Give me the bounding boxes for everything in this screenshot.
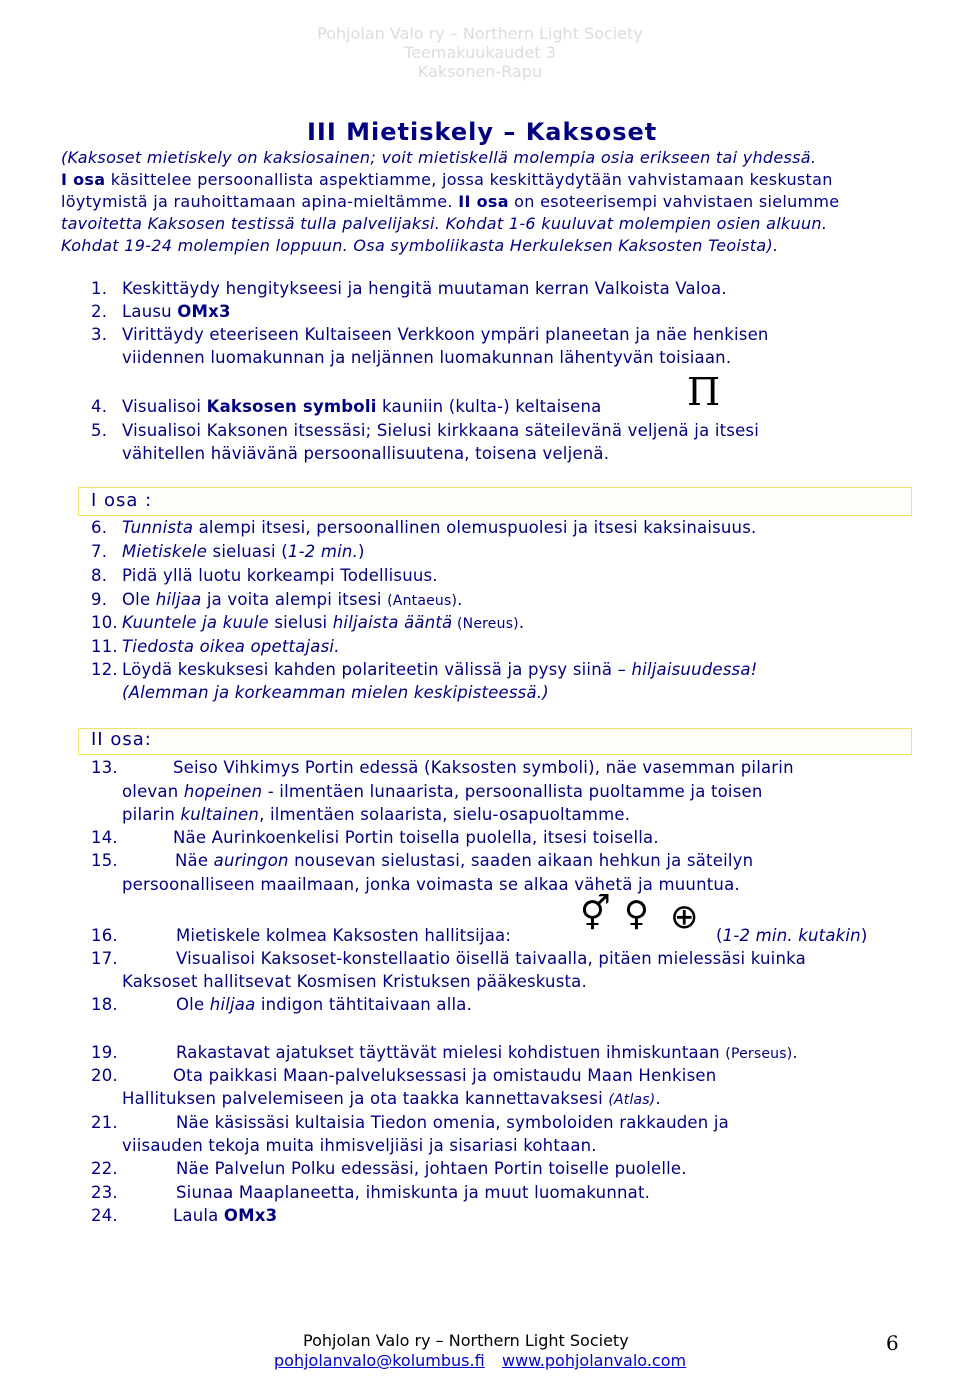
item-text: alempi itsesi, persoonallinen olemuspuolesi ja itsesi kaksinaisuus. — [193, 518, 757, 537]
item-text: Laula — [173, 1206, 224, 1225]
item-number: 9. — [91, 590, 108, 609]
list-item — [91, 948, 806, 970]
item-number: 13. — [91, 758, 118, 777]
item-number: 10. — [91, 613, 118, 632]
item-italic: Tunnista — [122, 518, 194, 537]
list-item — [91, 565, 438, 587]
item-number: 11. — [91, 637, 118, 656]
item-text-cont — [122, 804, 630, 826]
venus-icon: ♀ — [624, 894, 649, 934]
list-item — [91, 278, 727, 300]
item-italic: kultainen — [180, 805, 260, 824]
item-text: Visualisoi Kaksoset-konstellaatio öisellä taivaalla, pitäen mielessäsi kuinka — [176, 949, 806, 968]
list-item — [91, 1182, 650, 1204]
item-text-cont — [122, 1088, 661, 1111]
list-item — [91, 757, 794, 779]
item-text: - ilmentäen lunaarista, persoonallista puoltamme ja toisen — [262, 782, 763, 801]
footer-web-link[interactable]: www.pohjolanvalo.com — [502, 1351, 687, 1370]
list-item — [91, 1158, 687, 1180]
list-item — [91, 827, 659, 849]
item-bold: OMx3 — [223, 1206, 278, 1225]
item-text: Seiso Vihkimys Portin edessä (Kaksosten symboli), näe vasemman pilarin — [173, 758, 794, 777]
page-number: 6 — [886, 1331, 899, 1355]
item-small: (Nereus) — [452, 616, 519, 632]
list-item — [91, 994, 472, 1016]
list-item — [91, 396, 602, 418]
item-text: , ilmentäen solaarista, sielu-osapuoltamme. — [259, 805, 631, 824]
footer-org: Pohjolan Valo ry – Northern Light Society — [303, 1331, 629, 1350]
item-small: (Atlas) — [608, 1092, 656, 1108]
section-box-part2 — [78, 728, 912, 755]
earth-icon: ⊕ — [670, 897, 699, 937]
item-text: Näe käsissäsi kultaisia Tiedon omenia, symboloiden rakkauden ja — [176, 1113, 729, 1132]
item-text: kauniin (kulta-) keltaisena — [376, 397, 602, 416]
item-italic: hiljaisuudessa! — [631, 660, 758, 679]
item-text-cont: persoonalliseen maailmaan, jonka voimasta se alkaa vähetä ja muuntua. — [122, 875, 740, 894]
list-item — [91, 301, 231, 323]
list-item — [91, 589, 463, 612]
item-text: ) — [358, 542, 365, 561]
item-text: Löydä keskuksesi kahden polariteetin välissä ja pysy siinä – — [122, 660, 632, 679]
item-text: olevan — [122, 782, 184, 801]
item-text: Näe Aurinkoenkelisi Portin toisella puolella, itsesi toisella. — [173, 828, 659, 847]
item-text: ja voita alempi itsesi — [201, 590, 388, 609]
item-text-cont — [122, 682, 549, 704]
item-text: Visualisoi Kaksonen itsessäsi; Sielusi kirkkaana säteilevänä veljenä ja itsesi — [122, 421, 760, 440]
item-italic: hiljaa — [155, 590, 202, 609]
item-text: Hallituksen palvelemiseen ja ota taakka kannettavaksesi — [122, 1089, 609, 1108]
item-text: Visualisoi — [122, 397, 207, 416]
intro-text: on esoteerisempi vahvistaen sielumme — [508, 192, 840, 211]
item-number: 5. — [91, 421, 108, 440]
item-bold: Kaksosen symboli — [206, 397, 377, 416]
item-text: Näe — [175, 851, 214, 870]
list-item — [91, 1065, 716, 1087]
intro-text: käsittelee persoonallista aspektiamme, jossa keskittäydytään vahvistamaan keskustan — [105, 170, 833, 189]
item-text: Ota paikkasi Maan-palveluksessasi ja omistaudu Maan Henkisen — [173, 1066, 717, 1085]
item-italic: Tiedosta oikea opettajasi. — [122, 637, 340, 656]
item-italic: hopeinen — [183, 782, 263, 801]
list-item — [91, 324, 769, 346]
item-bold: OMx3 — [177, 302, 231, 321]
item-text: Siunaa Maaplaneetta, ihmiskunta ja muut luomakunnat. — [176, 1183, 651, 1202]
item-text: Ole — [122, 590, 156, 609]
item-number: 24. — [91, 1206, 118, 1225]
item-number: 15. — [91, 851, 118, 870]
intro-bold: I osa — [61, 170, 106, 189]
item-text: Pidä yllä luotu korkeampi Todellisuus. — [122, 566, 438, 585]
item-text: Näe Palvelun Polku edessäsi, johtaen Portin toiselle puolelle. — [176, 1159, 687, 1178]
list-item — [91, 541, 365, 563]
list-item — [91, 850, 753, 872]
item-number: 1. — [91, 279, 108, 298]
list-item — [91, 1042, 798, 1065]
item-italic: Kuuntele ja kuule — [122, 613, 269, 632]
intro-line — [61, 169, 833, 191]
item-number: 2. — [91, 302, 108, 321]
section-label-part1: I osa : — [91, 490, 153, 511]
item-italic: 1-2 min. — [287, 542, 359, 561]
page-title: III Mietiskely – Kaksoset — [307, 118, 658, 146]
list-item — [91, 612, 524, 635]
intro-line: (Kaksoset mietiskely on kaksiosainen; voit mietiskellä molempia osia erikseen tai yhdessä. — [61, 148, 817, 167]
item-italic: auringon — [213, 851, 289, 870]
item-text-cont: viisauden tekoja muita ihmisveljiäsi ja sisariasi kohtaan. — [122, 1136, 597, 1155]
item-text: sielusi — [268, 613, 333, 632]
header-theme: Teemakuukaudet 3 — [404, 43, 556, 62]
item-text: nousevan sielustasi, saaden aikaan hehkun ja säteilyn — [288, 851, 754, 870]
item-number: 22. — [91, 1159, 118, 1178]
header-org: Pohjolan Valo ry – Northern Light Society — [317, 24, 643, 43]
item-text-cont: Kaksoset hallitsevat Kosmisen Kristuksen pääkeskusta. — [122, 972, 587, 991]
list-item — [91, 420, 759, 442]
item-text: ) — [860, 926, 868, 945]
item-text: . — [457, 590, 463, 609]
item-small: (Perseus) — [725, 1046, 793, 1062]
footer-email-link[interactable]: pohjolanvalo@kolumbus.fi — [274, 1351, 485, 1370]
item-number: 8. — [91, 566, 108, 585]
item-number: 4. — [91, 397, 108, 416]
gemini-symbol: Π — [687, 370, 721, 414]
item-number: 14. — [91, 828, 118, 847]
section-box-part1 — [78, 487, 912, 516]
list-item — [91, 1205, 277, 1227]
item-number: 3. — [91, 325, 108, 344]
item-italic: hiljaista ääntä — [332, 613, 453, 632]
intro-line: Kohdat 19-24 molempien loppuun. Osa symboliikasta Herkuleksen Kaksosten Teoista). — [61, 236, 779, 255]
item-number: 18. — [91, 995, 118, 1014]
item-text: . — [655, 1089, 661, 1108]
item-number: 7. — [91, 542, 108, 561]
item-text-cont: vähitellen häviävänä persoonallisuutena, toisena veljenä. — [122, 444, 610, 463]
section-label-part2: II osa: — [91, 729, 152, 750]
item-italic: 1-2 min. kutakin — [722, 926, 861, 945]
item-text: pilarin — [122, 805, 181, 824]
intro-line — [61, 191, 839, 213]
item-small: (Antaeus) — [387, 593, 458, 609]
intro-line: tavoitetta Kaksosen testissä tulla palvelijaksi. Kohdat 1-6 kuuluvat molempien osien alkuun. — [61, 214, 828, 233]
item-italic: hiljaa — [209, 995, 256, 1014]
item-number: 19. — [91, 1043, 118, 1062]
item-text: Keskittäydy hengitykseesi ja hengitä muutaman kerran Valkoista Valoa. — [122, 279, 727, 298]
item-text: sieluasi ( — [207, 542, 288, 561]
list-item — [91, 517, 756, 539]
item-number: 16. — [91, 926, 118, 945]
list-item — [91, 925, 511, 947]
item-number: 21. — [91, 1113, 118, 1132]
item-italic: Mietiskele — [122, 542, 208, 561]
mercury-icon: ⚥ — [580, 894, 611, 934]
item-text: . — [792, 1043, 798, 1062]
item-text: ( — [716, 926, 723, 945]
header-sign: Kaksonen-Rapu — [417, 62, 543, 81]
item-text: indigon tähtitaivaan alla. — [255, 995, 473, 1014]
list-item — [91, 636, 340, 658]
item-text: Virittäydy eteeriseen Kultaiseen Verkkoon ympäri planeetan ja näe henkisen — [122, 325, 769, 344]
item-number: 20. — [91, 1066, 118, 1085]
item-number: 17. — [91, 949, 118, 968]
intro-text: löytymistä ja rauhoittamaan apina-mieltämme. — [61, 192, 459, 211]
item-text — [716, 925, 867, 947]
item-number: 12. — [91, 660, 118, 679]
list-item — [91, 659, 757, 681]
item-text: Lausu — [122, 302, 178, 321]
item-text: Rakastavat ajatukset täyttävät mielesi kohdistuen ihmiskuntaan — [176, 1043, 726, 1062]
item-text-cont — [122, 781, 763, 803]
intro-bold: II osa — [458, 192, 509, 211]
list-item — [91, 1112, 729, 1134]
item-text: . — [518, 613, 525, 632]
item-italic: (Alemman ja korkeamman mielen keskipisteessä.) — [122, 683, 549, 702]
item-text: Mietiskele kolmea Kaksosten hallitsijaa: — [176, 926, 512, 945]
item-number: 6. — [91, 518, 108, 537]
item-number: 23. — [91, 1183, 118, 1202]
item-text: Ole — [176, 995, 210, 1014]
item-text-cont: viidennen luomakunnan ja neljännen luomakunnan lähentyvän toisiaan. — [122, 348, 732, 367]
